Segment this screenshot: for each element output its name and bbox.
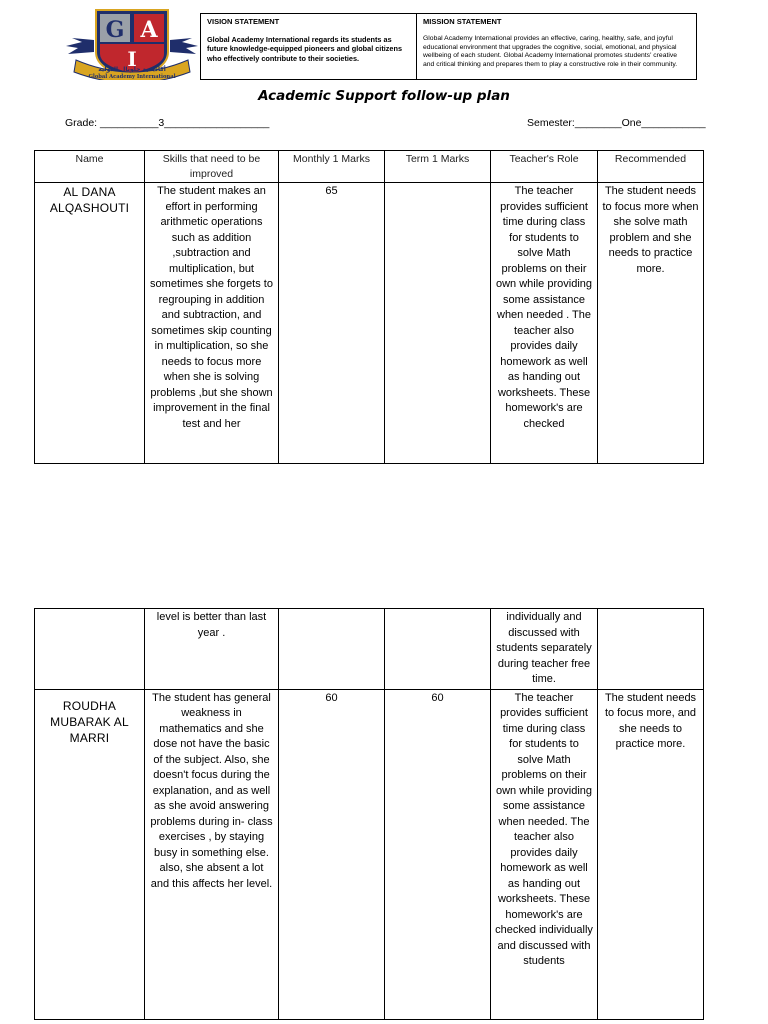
- student-name: AL DANA ALQASHOUTI: [35, 183, 145, 464]
- table-header-row: [35, 151, 704, 183]
- student-skills: The student has general weakness in mathematics and she dose not have the basic of the subject. Also, she doesn't focus during the explanation, and as well as she avoid answering problems during in- class exercises , by staying busy in something else. also, she absent a lot and this affects her level.: [145, 689, 279, 1019]
- school-logo: [64, 8, 200, 80]
- student-teacher-role-continued: individually and discussed with students separately during teacher free time.: [491, 609, 598, 690]
- student-term-mark: 60: [385, 689, 491, 1019]
- student-recommended: The student needs to focus more when she solve math problem and she needs to practice more.: [598, 183, 704, 464]
- header-term-marks: Term 1 Marks: [385, 151, 491, 183]
- logo-banner-arabic: أكاديمية جلوبال الدولية: [98, 66, 166, 73]
- header-name: Name: [35, 151, 145, 183]
- student-name-continued: [35, 609, 145, 690]
- support-plan-table: [34, 150, 704, 464]
- logo-banner-english: Global Academy International: [88, 74, 176, 80]
- student-teacher-role: The teacher provides sufficient time during class for students to solve Math problems on their own while providing some assistance when needed. The teacher also provides daily homework as well as handing out worksheets. These homework's are checked individually and discussed with students: [491, 689, 598, 1019]
- document-title: Academic Support follow-up plan: [258, 88, 510, 104]
- logo-letter-g: G: [105, 17, 125, 43]
- logo-letter-a: A: [140, 17, 158, 43]
- vision-mission-box: [200, 13, 697, 80]
- header-teacher-role: Teacher's Role: [491, 151, 598, 183]
- student-skills-continued: level is better than last year .: [145, 609, 279, 690]
- mission-text: Global Academy International provides an effective, caring, healthy, safe, and joyful educational environment that upgrades the cognitive, social, emotional, and physical wellbeing of each student. Global Academy International promotes students' creative and critical thinking and prepares them to play a constructive role in their community.: [423, 34, 678, 69]
- student-monthly-mark: 60: [279, 689, 385, 1019]
- mission-statement: [417, 14, 696, 79]
- table-row: [35, 183, 704, 464]
- table-row: [35, 689, 704, 1019]
- vision-heading: VISION STATEMENT: [207, 17, 280, 26]
- header-skills: Skills that need to be improved: [145, 151, 279, 183]
- header-monthly-marks: Monthly 1 Marks: [279, 151, 385, 183]
- semester-line: Semester:________One___________: [527, 117, 706, 129]
- vision-statement: [201, 14, 417, 79]
- mission-heading: MISSION STATEMENT: [423, 17, 502, 26]
- vision-text: Global Academy International regards its students as future knowledge-equipped pioneers and global citizens who effectively contribute to their societies.: [207, 34, 403, 63]
- student-monthly-mark: 65: [279, 183, 385, 464]
- header-recommended: Recommended: [598, 151, 704, 183]
- student-name: ROUDHA MUBARAK AL MARRI: [35, 689, 145, 1019]
- logo-letter-i: I: [127, 47, 137, 71]
- student-monthly-mark-continued: [279, 609, 385, 690]
- student-skills: The student makes an effort in performing arithmetic operations such as addition ,subtraction and multiplication, but sometimes she forgets to regrouping in addition and subtraction, and sometimes skip counting in multiplication, so she needs to focus more when she is solving problems ,but she shown improvement in the final test and her: [145, 183, 279, 464]
- table-row: [35, 609, 704, 690]
- student-term-mark-continued: [385, 609, 491, 690]
- logo-crest-icon: [64, 8, 200, 80]
- student-recommended-continued: [598, 609, 704, 690]
- support-plan-table-continued: [34, 608, 704, 1020]
- student-recommended: The student needs to focus more, and she needs to practice more.: [598, 689, 704, 1019]
- grade-line: Grade: __________3__________________: [65, 117, 270, 129]
- student-term-mark: [385, 183, 491, 464]
- student-teacher-role: The teacher provides sufficient time during class for students to solve Math problems on their own while providing some assistance when needed . The teacher also provides daily homework as well as handing out worksheets. These homework's are checked: [491, 183, 598, 464]
